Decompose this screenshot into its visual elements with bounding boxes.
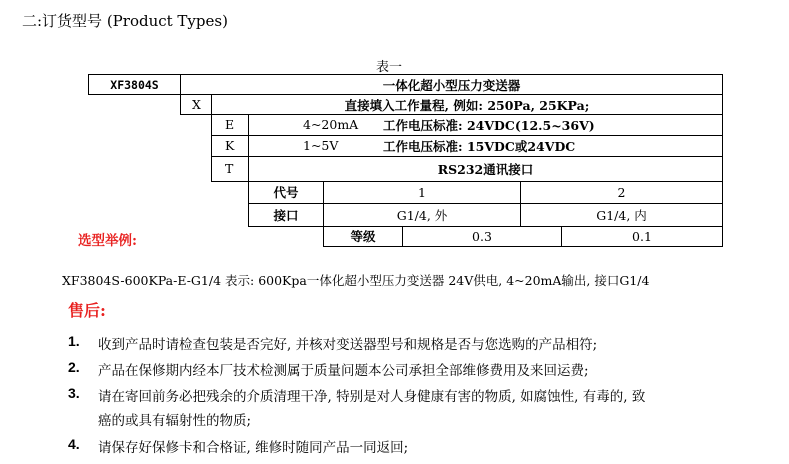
e-output: 4~20mA: [303, 117, 359, 132]
x-desc-cell: 直接填入工作量程, 例如: 250Pa, 25KPa;: [211, 94, 723, 115]
example-heading: 选型举例:: [78, 233, 137, 249]
k-voltage: 工作电压标准: 15VDC或24VDC: [383, 138, 576, 154]
t-desc-cell: RS232通讯接口: [248, 156, 723, 182]
code-1-cell: 1: [323, 181, 521, 204]
after-sales-item: 请在寄回前务必把残余的介质清理干净, 特别是对人身健康有害的物质, 如腐蚀性, 有毒的, 致: [98, 389, 646, 405]
code-2-cell: 2: [520, 181, 723, 204]
k-output: 1~5V: [303, 138, 339, 153]
table-caption: 表一: [376, 60, 403, 75]
k-row-cell: [248, 135, 723, 157]
grade-1-cell: 0.3: [402, 226, 562, 247]
example-text: XF3804S-600KPa-E-G1/4 表示: 600Kpa一体化超小型压力变送器 24V供电, 4~20mA输出, 接口G1/4: [62, 273, 650, 288]
k-code-cell: K: [211, 135, 249, 157]
after-sales-heading: 售后:: [68, 301, 106, 320]
after-sales-item: 请保存好保修卡和合格证, 维修时随同产品一同返回;: [98, 440, 409, 456]
model-cell: XF3804S: [88, 74, 181, 95]
after-sales-item: 收到产品时请检查包装是否完好, 并核对变送器型号和规格是否与您选购的产品相符;: [98, 337, 598, 353]
interface-label-cell: 接口: [248, 203, 324, 227]
t-code-cell: T: [211, 156, 249, 182]
item-number: 4.: [68, 436, 80, 452]
after-sales-item: 产品在保修期内经本厂技术检测属于质量问题本公司承担全部维修费用及来回运费;: [98, 363, 589, 379]
item-number: 2.: [68, 359, 80, 375]
product-name-cell: 一体化超小型压力变送器: [180, 74, 723, 95]
item-number: 3.: [68, 385, 80, 401]
code-label-cell: 代号: [248, 181, 324, 204]
e-code-cell: E: [211, 114, 249, 136]
interface-1-cell: G1/4, 外: [323, 203, 521, 227]
interface-2-cell: G1/4, 内: [520, 203, 723, 227]
section-title: 二:订货型号 (Product Types): [22, 12, 228, 30]
e-voltage: 工作电压标准: 24VDC(12.5~36V): [383, 117, 595, 133]
x-code-cell: X: [180, 94, 212, 115]
grade-2-cell: 0.1: [561, 226, 723, 247]
grade-label-cell: 等级: [323, 226, 403, 247]
item-number: 1.: [68, 333, 80, 349]
e-row-cell: [248, 114, 723, 136]
after-sales-item-continuation: 癌的或具有辐射性的物质;: [98, 413, 252, 429]
